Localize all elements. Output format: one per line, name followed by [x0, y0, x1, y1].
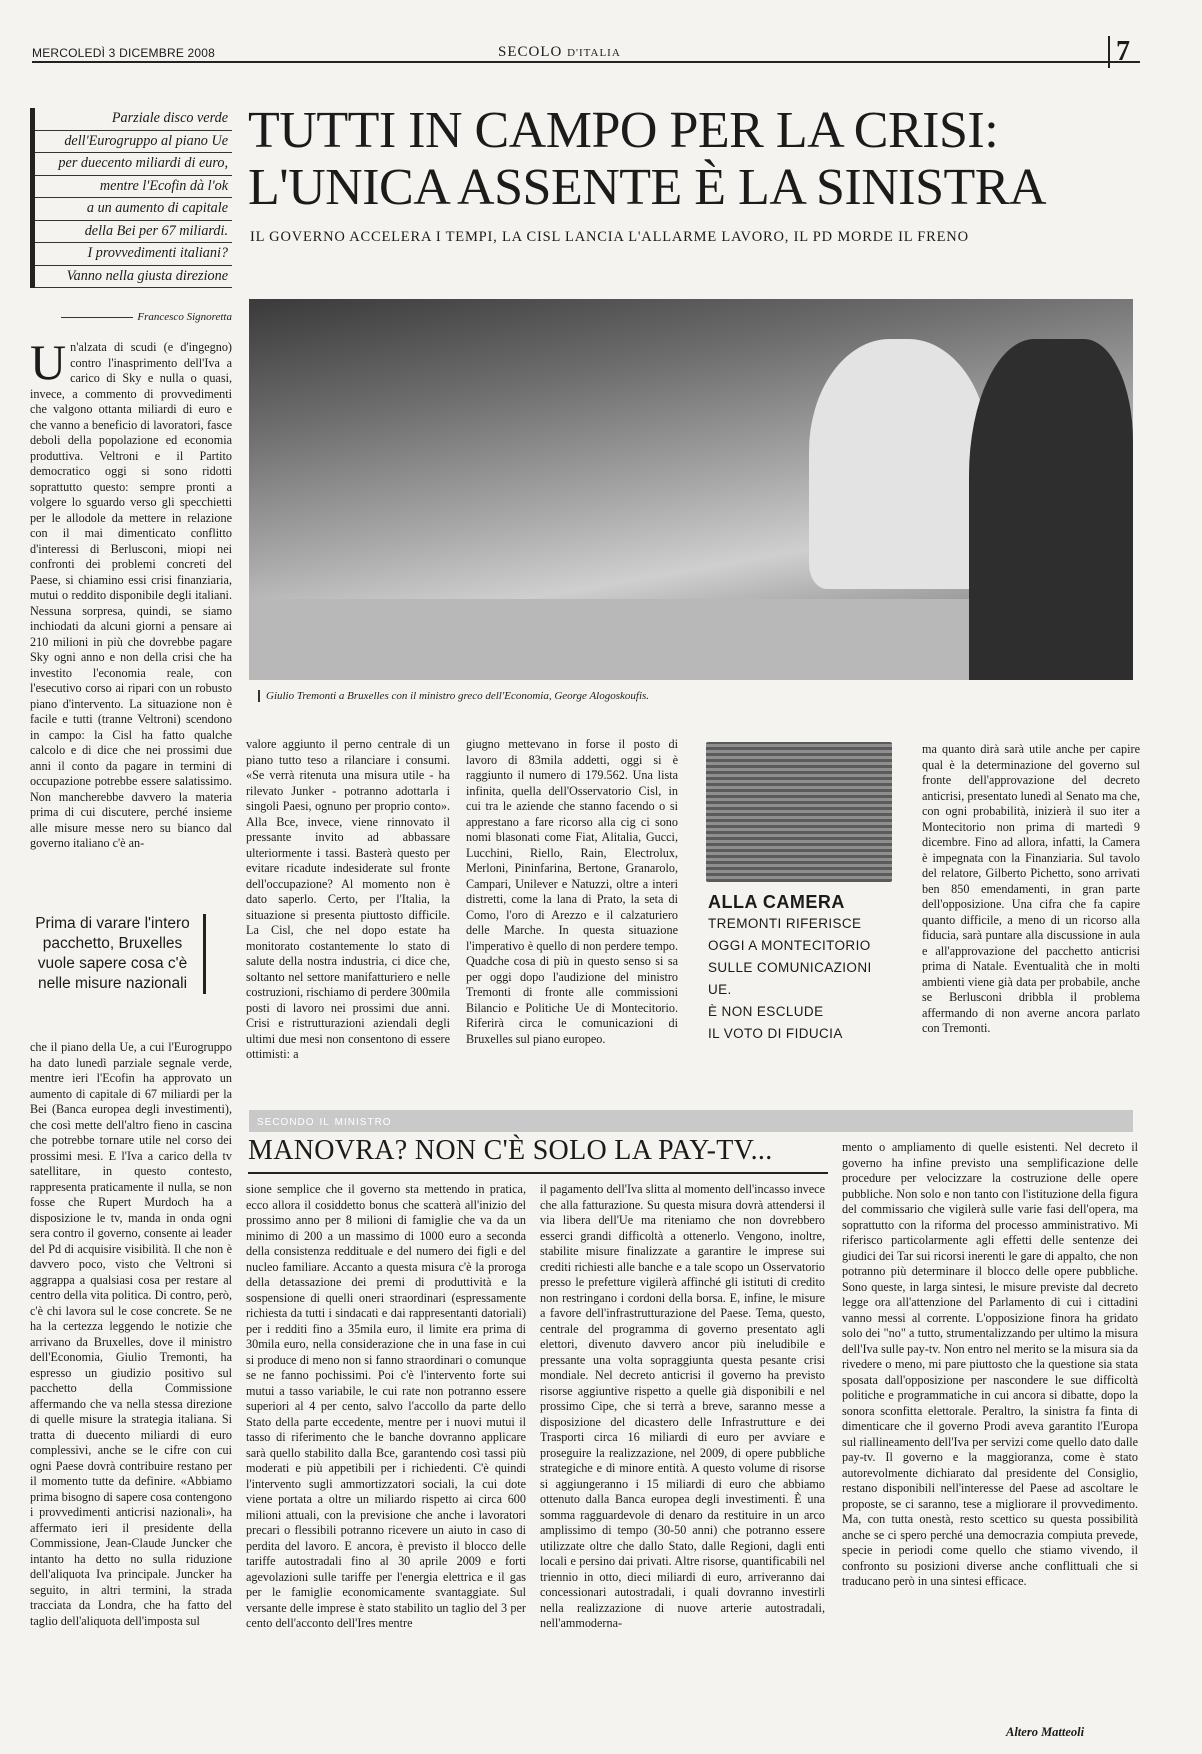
pull-quote: Prima di varare l'intero pacchetto, Bruxelles vuole sapere cosa c'è nelle misure nazionali [30, 914, 206, 994]
article1-col3: giugno mettevano in forse il posto di lavoro di 83mila addetti, oggi si è raggiunto il numero di 179.562. Una lista infinita, quella dell'Osservatorio Cisl, in cui tra le aziende che stanno facendo o si apprestano a fare ricorso alla cig ci sono nomi blasonati come Fiat, Alitalia, Gucci, Lucchini, Riello, Rain, Electrolux, Merloni, Pininfarina, Bertone, Granarolo, Campari, Unilever e Natuzzi, oltre a interi distretti, come la lana di Prato, la seta di Como, l'oro di Arezzo e il calzaturiero delle Marche. In questa situazione l'imperativo è quello di non perdere tempo. Quadche cosa di più in questo senso si sa per oggi dopo l'audizione del ministro Tremonti di fronte alle commissioni Bilancio e Politiche Ue di Montecitorio. Riferirà circa le comunicazioni di Bruxelles sul piano europeo. [466, 737, 678, 1046]
article2-title: MANOVRA? NON C'È SOLO LA PAY-TV... [248, 1135, 773, 1166]
article1-col1-text: n'alzata di scudi (e d'ingegno) contro l'inasprimento dell'Iva a carico di Sky e nulla o quasi, invece, a commento di provvedimenti che valgono ottanta miliardi di euro e che vanno a beneficio di lavoratori, fasce deboli della popolazione ed economia produttiva. Veltroni e il Partito democratico oggi si sono ridotti soprattutto questo: sempre pronti a volgere lo sguardo verso gli specchietti per le allodole da mettere in relazione con il mai dimenticato conflitto d'interessi di Berlusconi, miopi nei confronti dei problemi concreti del Paese, si chiamino essi crisi finanziaria, mutui o reddito disponibile degli italiani. Nessuna sorpresa, quindi, se siamo inchiodati da alcuni giorni a pensare ai 210 milioni in più che dovrebbe pagare Sky ogni anno e non della crisi che ha investito l'economia reale, con l'esecutivo corso ai ripari con un robusto piano d'intervento. La situazione non è facile e tutti (tranne Veltroni) scendono in campo: la Cisl ha fatto qualche calcolo e di dice che nei prossimi due anni il conto da pagare in termini di occupazione potrebbe essere salatissimo. Non mancherebbe davvero la materia prima di cui discutere, perché insieme alle misure messe nero su bianco dal governo italiano c'è an- [30, 340, 232, 850]
summary-line: mentre l'Ecofin dà l'ok [35, 176, 232, 199]
article2-col2: il pagamento dell'Iva slitta al momento dell'incasso invece che alla fatturazione. Su questa misura dovrà attendersi il via libera dell'Ue ma riteniamo che non dovrebbero esserci grandi difficoltà a ottenerlo. Vengono, inoltre, stabilite misure finalizzate a garantire le imprese sui crediti richiesti alle banche e a tale scopo un Osservatorio presso le prefetture vigilerà affinché gli istituti di credito non restringano i cordoni della borsa. E, infine, le misure a favore dell'infrastrutturazione del Paese. Tema, questo, centrale del programma di governo presentato agli elettori, divenuto davvero ancor più ineludibile e pressante una volta sopraggiunta questa pesante crisi mondiale. Nel decreto anticrisi il governo ha previsto risorse aggiuntive rispetto a quelle già disponibili e nel prossimo Cipe, che si terrà a breve, saranno messe a disposizione del dicastero delle Infrastrutture e dei Trasporti circa 16 miliardi di euro per avviare e proseguire la realizzazione, nel 2009, di opere pubbliche strategiche e di minore entità. A questo volume di risorse si aggiungeranno i 15 miliardi di euro che abbiamo ottenuto dalla Banca europea degli investimenti. È una somma ragguardevole di denaro da restituire in un arco amplissimo di tempo (30-50 anni) che potranno essere utilizzate oltre che dallo Stato, dalle Regioni, dagli enti locali e persino dai privati. Altre risorse, quantificabili nel triennio in otto, dieci miliardi di euro, arriveranno dai concessionari autostradali, i quali dovranno investirli nella realizzazione di nuove arterie autostradali, nell'ammoderna- [540, 1182, 825, 1630]
article1-col1 [30, 340, 232, 866]
photo-person-shape [969, 339, 1133, 680]
signature: Altero Matteoli [1006, 1725, 1085, 1739]
parliament-photo [706, 742, 892, 882]
headline-line-1: TUTTI IN CAMPO PER LA CRISI: [248, 102, 999, 159]
camera-sidebar [708, 892, 898, 1045]
summary-box [30, 108, 232, 288]
summary-line: della Bei per 67 miliardi. [35, 221, 232, 244]
summary-line: Parziale disco verde [35, 108, 232, 131]
headline-line-2: L'UNICA ASSENTE È LA SINISTRA [248, 159, 1047, 216]
camera-line: IL VOTO DI FIDUCIA [708, 1026, 843, 1041]
article2-col1: sione semplice che il governo sta mettendo in pratica, ecco allora il cosiddetto bonus che scatterà all'inizio del prossimo anno per 8 milioni di famiglie che va da un minimo di 200 a un massimo di 1000 euro a seconda della consistenza reddituale e del numero dei figli e del nucleo familiare. Accanto a questa misura c'è la proroga della detassazione dei premi di produttività e la sospensione di quelli oneri straordinari (espressamente richiesta da tutti i sindacati e dai rappresentanti datoriali) per i redditi fino a 35mila euro, il limite era prima di 30mila euro, nella considerazione che in una fase in cui si produce di meno non si fanno straordinari o comunque se ne fanno pochissimi. Poi c'è l'intervento forte sui mutui a tasso variabile, le cui rate non potranno essere superiori al 4 per cento, salvo l'accollo da parte dello Stato della parte eccedente, mentre per i nuovi mutui il tasso di riferimento che le banche dovranno applicare sarà quello stabilito dalla Bce, garantendo così tassi più moderati e più appetibili per i richiedenti. C'è quindi l'intervento sugli ammortizzatori sociali, la cui dote viene portata a oltre un miliardo rispetto ai circa 600 milioni attuali, con la previsione che anche i lavoratori precari o flessibili potranno ricevere un aiuto in caso di perdita del lavoro. E ancora, è previsto il blocco delle tariffe autostradali fino al 30 aprile 2009 e forti agevolazioni sulle tariffe per l'energia elettrica e il gas per le famiglie economicamente svantaggiate. Sul versante delle imprese è stato stabilito un taglio del 3 per cento dell'acconto dell'Ires mentre [246, 1182, 526, 1630]
section-band: secondo il ministro [249, 1110, 1133, 1132]
page-number: 7 [1108, 36, 1130, 68]
camera-line: È NON ESCLUDE [708, 1004, 824, 1019]
camera-line: OGGI A MONTECITORIO [708, 938, 871, 953]
drop-cap: U [30, 340, 67, 390]
headline-subtitle: IL GOVERNO ACCELERA I TEMPI, LA CISL LANCIA L'ALLARME LAVORO, IL PD MORDE IL FRENO [250, 229, 969, 245]
byline: Francesco Signoretta [30, 311, 232, 323]
camera-line: TREMONTI RIFERISCE [708, 916, 862, 931]
article1-col1b: che il piano della Ue, a cui l'Eurogruppo ha dato lunedì parziale segnale verde, mentre ieri l'Ecofin ha approvato un aumento di capitale di 67 miliardi per la Bei (Banca europea degli investimenti), che così mette dell'altro fieno in cascina che potrebbe tornare utile nel corso dei prossimi mesi. E l'Iva a carico della tv satellitare, in questo contesto, rappresenta praticamente il nulla, se non fosse che Rupert Murdoch ha a disposizione le tv, manda in onda ogni sera contro il governo, consente ai leader del Pd di acquisire visibilità. Il che non è davvero poco, visto che Veltroni si aggrappa a qualsiasi cosa per restare al centro della vita politica. Di contro, però, c'è chi lavora sul le cose concrete. Se ne ha la certezza leggendo le notizie che arrivano da Bruxelles, dove il ministro dell'Economia, Giulio Tremonti, ha espresso un giudizio positivo sul pacchetto della Commissione affermando che va nella stessa direzione di quelle misure la strategia italiana. Si tratta di duecento miliardi di euro complessivi, anche se le cifre con cui ogni Paese dovrà contribuire restano per il momento tutte da definire. «Abbiamo prima bisogno di sapere cosa contengono i provvedimenti anticrisi nazionali», ha affermato ieri il presidente della Commissione, Jean-Claude Juncker che intanto ha detto no sulla riduzione dell'aliquota Iva principale. Juncker ha seguito, in altri termini, la strada tracciata da Londra, che ha fatto del taglio dell'aliquota dell'imposta sul [30, 1040, 232, 1628]
summary-line: a un aumento di capitale [35, 198, 232, 221]
summary-line: I provvedimenti italiani? [35, 243, 232, 266]
camera-line: SULLE COMUNICAZIONI UE. [708, 960, 872, 997]
main-headline [248, 102, 1138, 216]
article2-col3: mento o ampliamento di quelle esistenti. Nel decreto il governo ha infine previsto una semplificazione delle procedure per velocizzare la costruzione delle opere pubbliche. Non solo e non tanto con l'istituzione della figura del commissario che vigilerà sulle varie fasi dell'opera, ma soprattutto con la riforma del processo amministrativo. Mi riferisco particolarmente agli effetti delle sentenze dei giudici dei Tar sui ricorsi inerenti le gare di appalto, che non potranno più determinare il blocco delle opere pubbliche. Sono queste, in larga sintesi, le misure previste dal decreto legge ora all'attenzione del Parlamento di cui i cittadini vanno messi al corrente. L'opposizione finora ha gridato solo dei "no" a tutto, strumentalizzando per ultimo la misura dell'Iva sulle pay-tv. Non entro nel merito se la misura sia da rivedere o meno, mi pare piuttosto che la questione sia stata sposata dall'opposizione per nascondere le sue difficoltà politiche e programmatiche in cui ancora si dibatte, dopo la sonora sconfitta elettorale. Peraltro, la sinistra fa finta di dimenticare che il governo Prodi aveva garantito l'Europa sul riallineamento dell'Iva per servizi come quello dato dalle pay-tv. Il governo e la maggioranza, come è stato autorevolmente dichiarato dal presidente del Consiglio, restano disponibili nell'interesse del Paese ad ascoltare le proposte, se ci saranno, tese a migliorare il provvedimento. Ma, con tutta onestà, resto scettico su questa possibilità anche se ci spero perché una democrazia compiuta prevede, specie in periodi come quello che stiamo vivendo, il confronto su posizioni diverse anche conflittuali che si traducano però in una sintesi efficace. [842, 1140, 1138, 1588]
camera-heading: ALLA CAMERA [708, 892, 845, 912]
photo-person-shape [809, 339, 989, 589]
summary-line: Vanno nella giusta direzione [35, 266, 232, 289]
article1-col2: valore aggiunto il perno centrale di un piano tutto teso a rilanciare i consumi. «Se verrà ritenuta una misura utile - ha rilevato Junker - potranno adottarla i singoli Paesi, ognuno per proprio conto». Alla Bce, invece, viene rinnovato il pressante invito ad abbassare ulteriormente i tassi. Basterà questo per evitare ricadute indesiderate sul fronte dell'occupazione? Al momento non è dato saperlo. Certo, per l'Italia, la situazione si presenta piuttosto difficile. La Cisl, che nel dopo estate ha monitorato costantemente lo stato di salute della nostra industria, ci dice che, soltanto nel settore manifatturiero e nelle costruzioni, rischiamo di perdere 300mila posti di lavoro nei prossimi due anni. Crisi e ristrutturazioni aziendali degli ultimi due mesi non consentono di essere ottimisti: a [246, 737, 450, 1061]
article1-col4: ma quanto dirà sarà utile anche per capire qual è la determinazione del governo sul fronte dell'approvazione del decreto anticrisi, presentato lunedì al Senato ma che, con ogni probabilità, inizierà il suo iter a Montecitorio non prima di martedì 9 dicembre. Fino ad allora, infatti, la Camera è impegnata con la Finanziaria. Sul tavolo del relatore, Gilberto Pichetto, sono arrivati ben 850 emendamenti, in gran parte dell'opposizione. Una cifra che fa capire quanto difficile, a meno di un ricorso alla fiducia, sarà puntare alla discussione in aula e all'approvazione del pacchetto anticrisi prima di Natale. Eventualità che in molti ambienti viene già data per probabile, anche se Berlusconi dribbla il problema affermando di non averne ancora parlato con Tremonti. [922, 742, 1140, 1035]
header-rule [32, 61, 1140, 63]
summary-line: dell'Eurogruppo al piano Ue [35, 131, 232, 154]
summary-line: per duecento miliardi di euro, [35, 153, 232, 176]
header-date: MERCOLEDÌ 3 DICEMBRE 2008 [32, 46, 216, 60]
masthead [498, 44, 621, 61]
masthead-small: D'ITALIA [567, 47, 621, 59]
news-photo [249, 299, 1133, 680]
article2-title-rule [248, 1172, 828, 1174]
photo-caption: Giulio Tremonti a Bruxelles con il ministro greco dell'Economia, George Alogoskoufis. [258, 690, 649, 702]
masthead-main: SECOLO [498, 44, 563, 60]
